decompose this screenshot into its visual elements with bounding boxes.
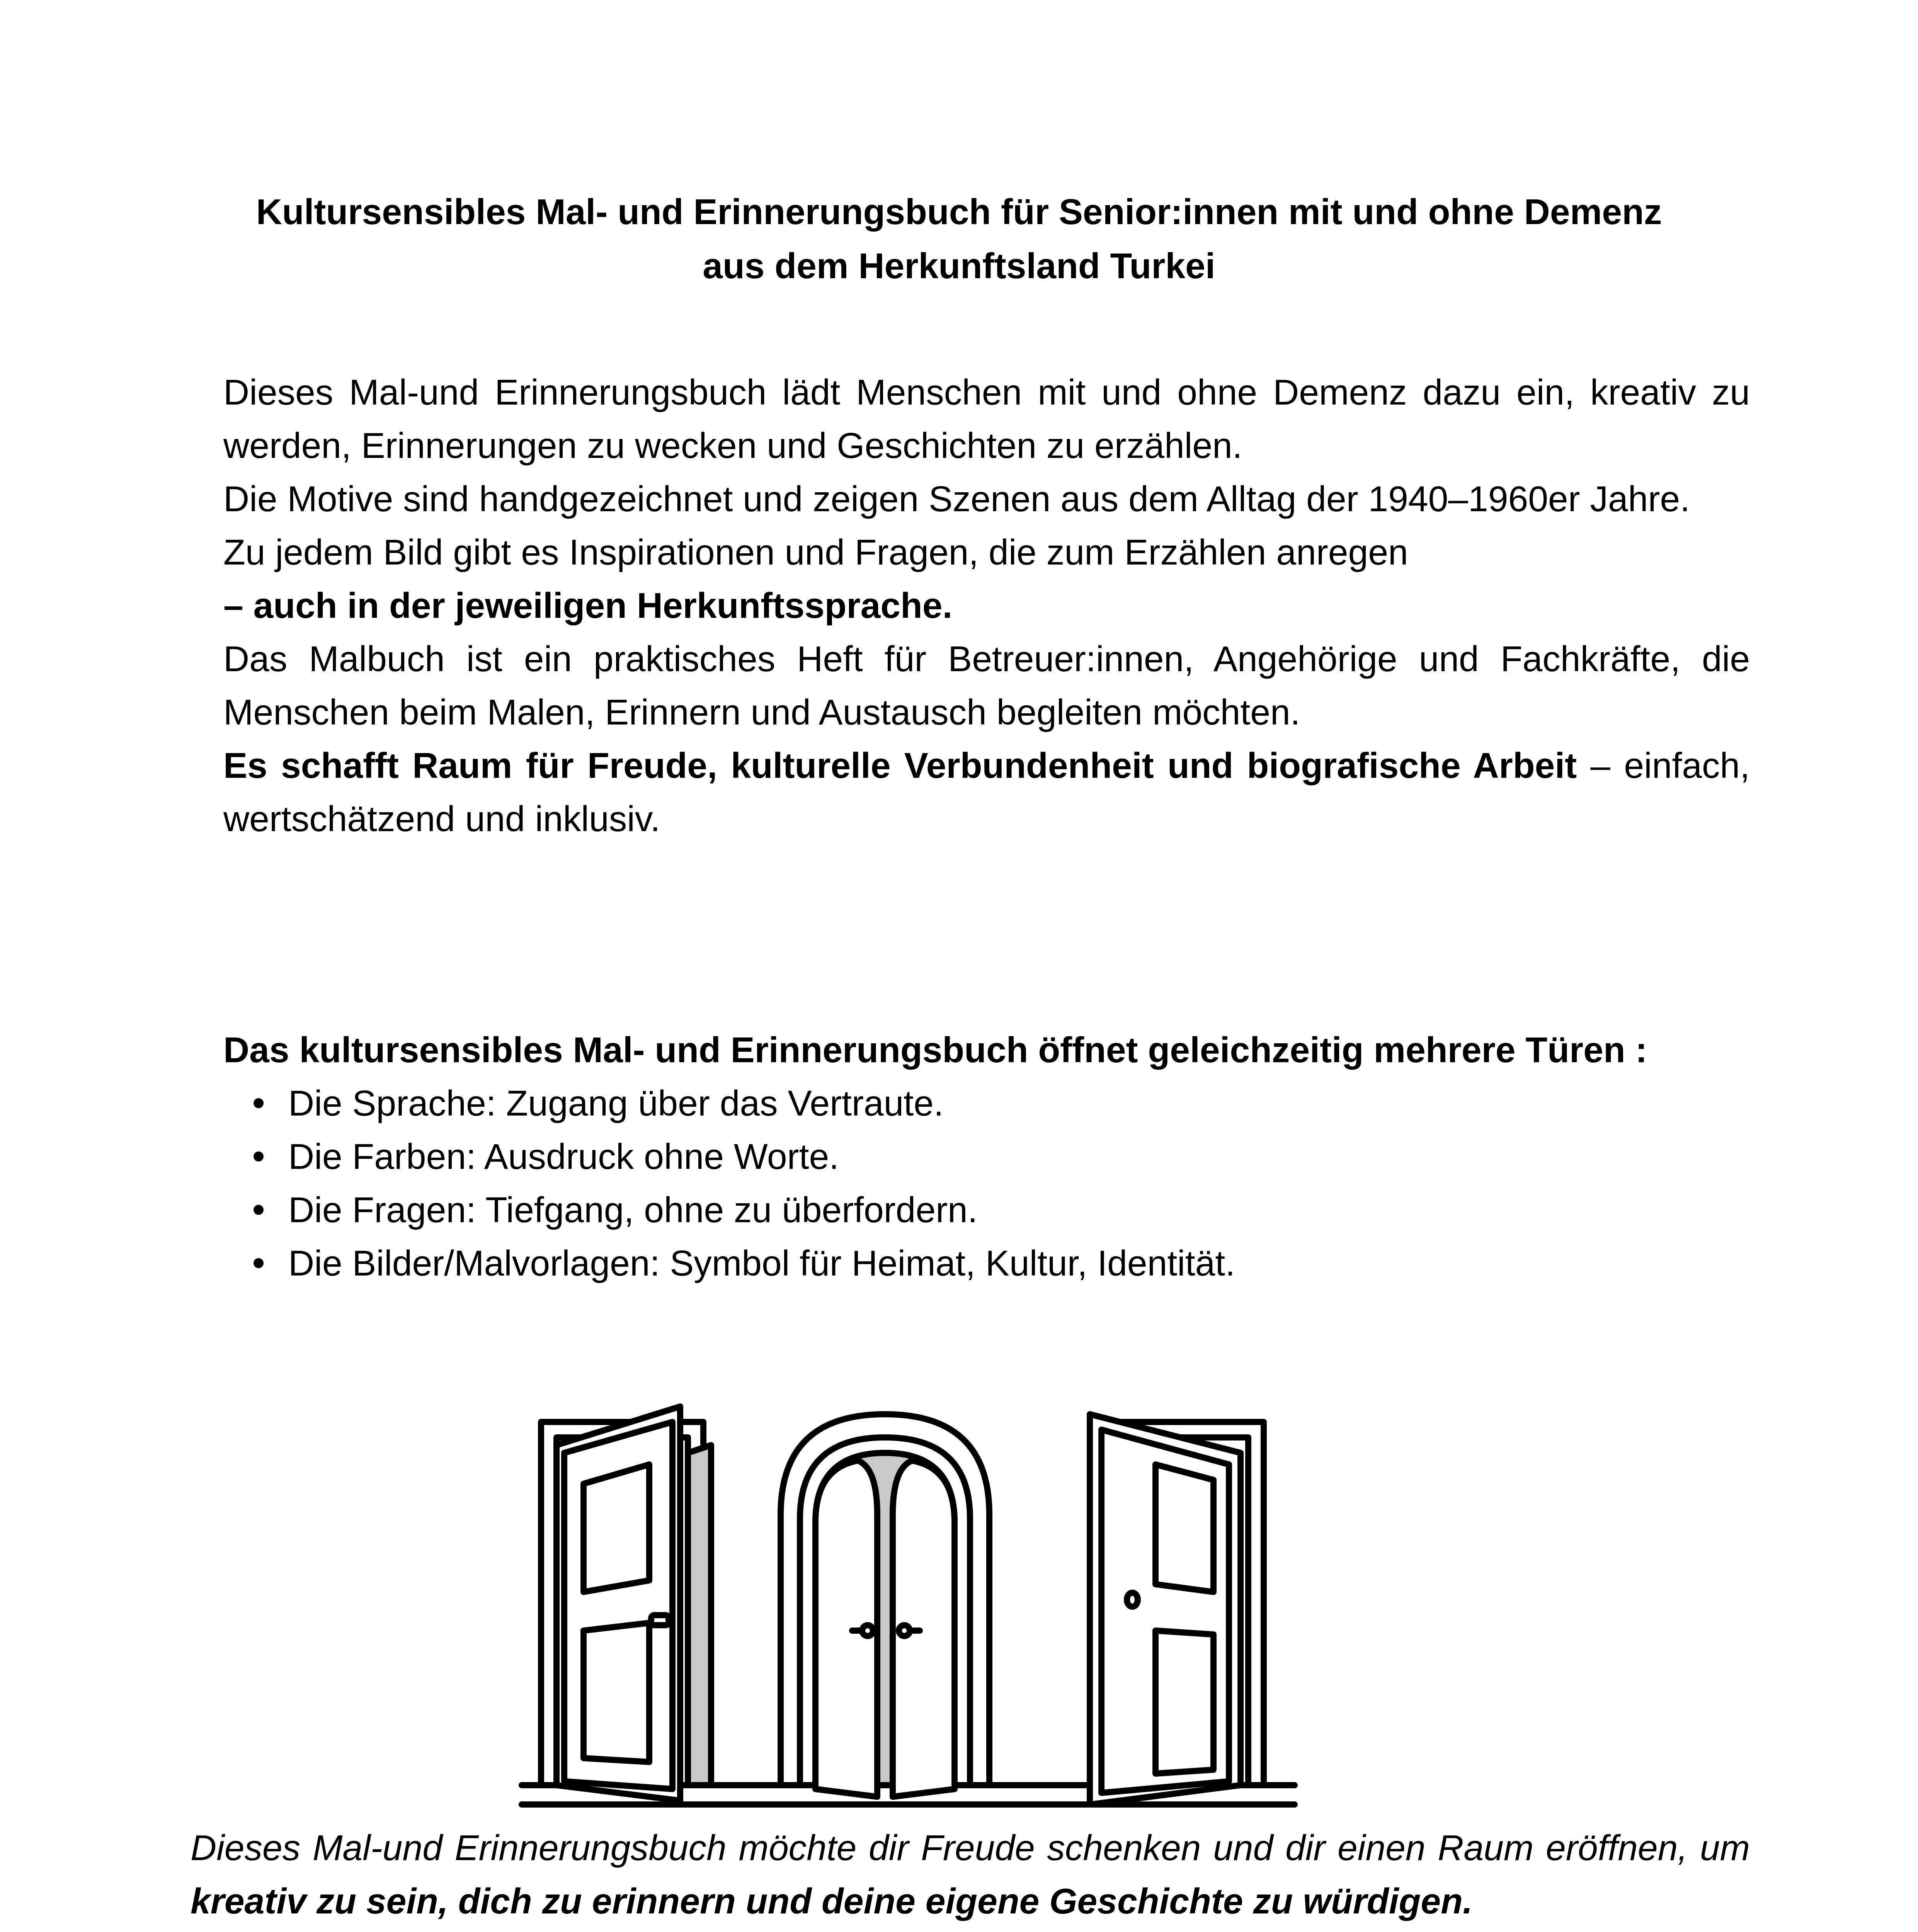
title-line-2: aus dem Herkunftsland Turkei xyxy=(703,246,1215,286)
intro-paragraph-1: Dieses Mal-und Erinnerungsbuch lädt Menschen mit und ohne Demenz dazu ein, kreativ zu werden, Erinnerungen zu wecken und Geschichten zu erzählen. xyxy=(223,372,1750,466)
doors-section xyxy=(223,1023,1808,1290)
list-item: Die Bilder/Malvorlagen: Symbol für Heimat, Kultur, Identität. xyxy=(223,1236,1808,1290)
closing-de-paragraph-1-emphasis: kreativ zu sein, dich zu erinnern und deine eigene Geschichte zu würdigen. xyxy=(191,1881,1473,1921)
intro-paragraph-5 xyxy=(223,739,1750,845)
page-title xyxy=(0,185,1918,293)
closing-de-paragraph-2 xyxy=(191,1928,1750,1932)
intro-paragraph-3-emphasis: – auch in der jeweiligen Herkunftssprache. xyxy=(223,585,953,626)
list-item: Die Sprache: Zugang über das Vertraute. xyxy=(223,1077,1808,1130)
list-item: Die Farben: Ausdruck ohne Worte. xyxy=(223,1130,1808,1183)
intro-paragraph-5-emphasis: Es schafft Raum für Freude, kulturelle Verbundenheit und biografische Arbeit xyxy=(223,745,1577,786)
intro-paragraph-4: Das Malbuch ist ein praktisches Heft für Betreuer:innen, Angehörige und Fachkräfte, die Menschen beim Malen, Erinnern und Austausch begleiten möchten. xyxy=(223,639,1750,732)
intro-section xyxy=(223,366,1750,845)
closing-section xyxy=(191,1821,1750,1932)
title-line-1: Kultursensibles Mal- und Erinnerungsbuch für Senior:innen mit und ohne Demenz xyxy=(256,192,1662,232)
intro-paragraph-5-rest: – einfach, wertschätzend und inklusiv. xyxy=(223,745,1750,839)
open-doors-drawing-icon xyxy=(518,1399,1299,1824)
closing-de-paragraph-1-start: Dieses Mal-und Erinnerungsbuch möchte dir Freude schenken und dir einen Raum eröffnen, um xyxy=(191,1828,1750,1868)
closing-de-paragraph-1 xyxy=(191,1821,1750,1928)
list-item: Die Fragen: Tiefgang, ohne zu überfordern. xyxy=(223,1183,1808,1236)
intro-paragraph-3: Zu jedem Bild gibt es Inspirationen und Fragen, die zum Erzählen anregen xyxy=(223,532,1408,572)
doors-list xyxy=(223,1077,1808,1290)
intro-paragraph-2: Die Motive sind handgezeichnet und zeigen Szenen aus dem Alltag der 1940–1960er Jahre. xyxy=(223,479,1690,519)
doors-heading: Das kultursensibles Mal- und Erinnerungsbuch öffnet geleichzeitig mehrere Türen : xyxy=(223,1030,1647,1070)
